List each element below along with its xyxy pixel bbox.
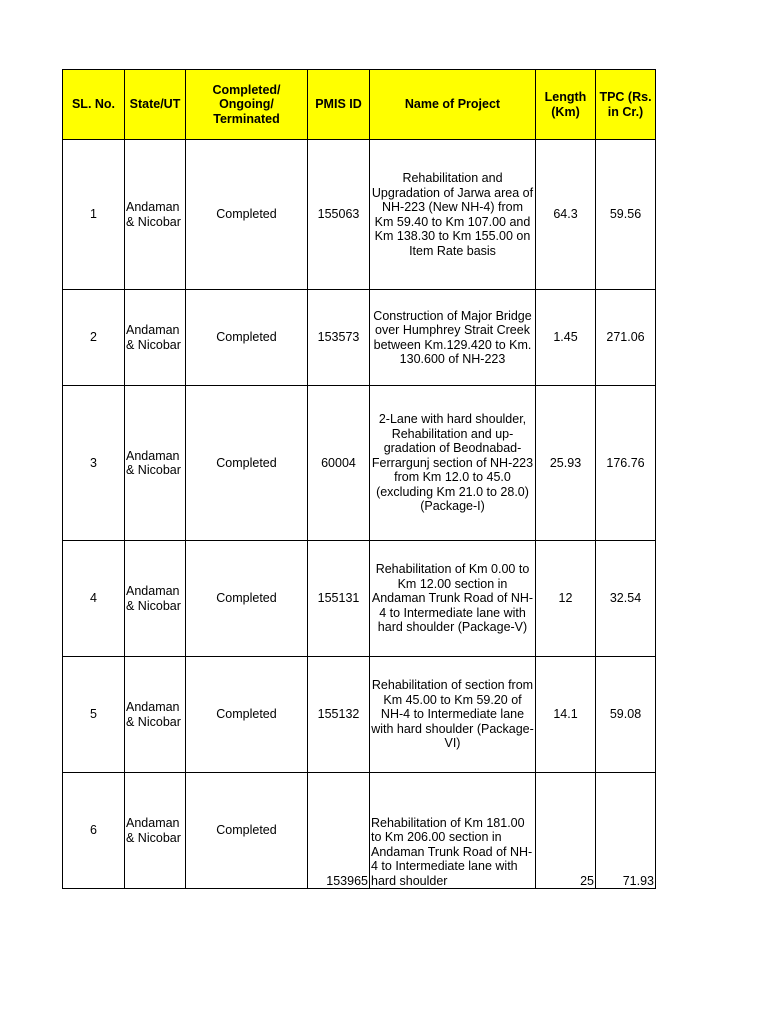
header-state: State/UT bbox=[125, 70, 186, 140]
table-row bbox=[63, 773, 656, 889]
table-row bbox=[63, 657, 656, 773]
cell-state: Andaman & Nicobar bbox=[125, 386, 186, 541]
cell-tpc: 271.06 bbox=[596, 290, 656, 386]
cell-status: Completed bbox=[186, 140, 308, 290]
header-row bbox=[63, 70, 656, 140]
header-status: Completed/ Ongoing/ Terminated bbox=[186, 70, 308, 140]
header-pmis-id: PMIS ID bbox=[308, 70, 370, 140]
cell-project-name: 2-Lane with hard shoulder, Rehabilitation and up-gradation of Beodnabad-Ferrargunj section of NH-223 from Km 12.0 to 45.0 (excluding Km 21.0 to 28.0) (Package-I) bbox=[370, 386, 536, 541]
cell-length: 1.45 bbox=[536, 290, 596, 386]
cell-length: 25 bbox=[536, 773, 596, 889]
cell-tpc: 32.54 bbox=[596, 541, 656, 657]
cell-project-name: Rehabilitation of Km 181.00 to Km 206.00 section in Andaman Trunk Road of NH-4 to Intermediate lane with hard shoulder bbox=[370, 773, 536, 889]
cell-status: Completed bbox=[186, 657, 308, 773]
cell-sl-no: 3 bbox=[63, 386, 125, 541]
cell-status: Completed bbox=[186, 541, 308, 657]
table-row bbox=[63, 290, 656, 386]
cell-sl-no: 1 bbox=[63, 140, 125, 290]
cell-state: Andaman & Nicobar bbox=[125, 140, 186, 290]
projects-table bbox=[62, 69, 656, 889]
table-row bbox=[63, 541, 656, 657]
cell-length: 14.1 bbox=[536, 657, 596, 773]
cell-pmis-id: 153965 bbox=[308, 773, 370, 889]
cell-state: Andaman & Nicobar bbox=[125, 290, 186, 386]
table-row bbox=[63, 386, 656, 541]
cell-sl-no: 2 bbox=[63, 290, 125, 386]
cell-pmis-id: 155132 bbox=[308, 657, 370, 773]
cell-pmis-id: 155131 bbox=[308, 541, 370, 657]
cell-pmis-id: 155063 bbox=[308, 140, 370, 290]
cell-length: 25.93 bbox=[536, 386, 596, 541]
cell-project-name: Rehabilitation and Upgradation of Jarwa area of NH-223 (New NH-4) from Km 59.40 to Km 107.00 and Km 138.30 to Km 155.00 on Item Rate basis bbox=[370, 140, 536, 290]
cell-pmis-id: 153573 bbox=[308, 290, 370, 386]
cell-status: Completed bbox=[186, 386, 308, 541]
cell-state: Andaman & Nicobar bbox=[125, 773, 186, 889]
cell-pmis-id: 60004 bbox=[308, 386, 370, 541]
cell-sl-no: 6 bbox=[63, 773, 125, 889]
cell-status: Completed bbox=[186, 290, 308, 386]
cell-sl-no: 5 bbox=[63, 657, 125, 773]
cell-project-name: Rehabilitation of section from Km 45.00 to Km 59.20 of NH-4 to Intermediate lane with hard shoulder (Package-VI) bbox=[370, 657, 536, 773]
cell-length: 12 bbox=[536, 541, 596, 657]
cell-tpc: 59.08 bbox=[596, 657, 656, 773]
cell-project-name: Construction of Major Bridge over Humphrey Strait Creek between Km.129.420 to Km. 130.600 of NH-223 bbox=[370, 290, 536, 386]
header-length: Length (Km) bbox=[536, 70, 596, 140]
cell-status: Completed bbox=[186, 773, 308, 889]
cell-state: Andaman & Nicobar bbox=[125, 657, 186, 773]
cell-project-name: Rehabilitation of Km 0.00 to Km 12.00 section in Andaman Trunk Road of NH-4 to Intermediate lane with hard shoulder (Package-V) bbox=[370, 541, 536, 657]
cell-sl-no: 4 bbox=[63, 541, 125, 657]
cell-tpc: 176.76 bbox=[596, 386, 656, 541]
cell-tpc: 71.93 bbox=[596, 773, 656, 889]
cell-state: Andaman & Nicobar bbox=[125, 541, 186, 657]
table-row bbox=[63, 140, 656, 290]
header-project-name: Name of Project bbox=[370, 70, 536, 140]
header-tpc: TPC (Rs. in Cr.) bbox=[596, 70, 656, 140]
header-sl-no: SL. No. bbox=[63, 70, 125, 140]
cell-tpc: 59.56 bbox=[596, 140, 656, 290]
cell-length: 64.3 bbox=[536, 140, 596, 290]
